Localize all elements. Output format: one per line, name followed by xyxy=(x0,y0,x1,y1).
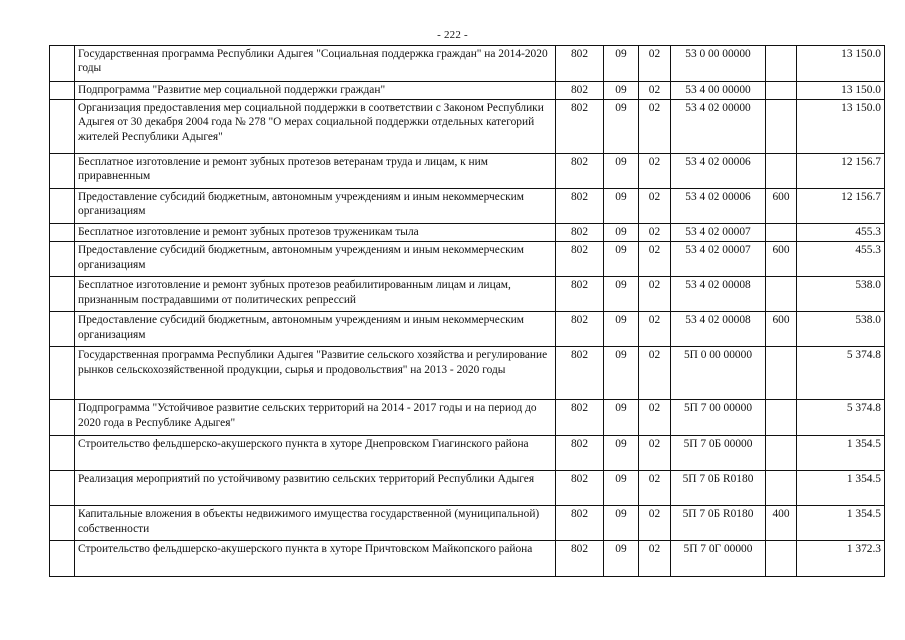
section-code-cell: 09 xyxy=(604,189,639,224)
subsection-code-cell: 02 xyxy=(639,541,671,577)
target-article-cell: 5П 7 0Г 00000 xyxy=(671,541,766,577)
expense-type-cell xyxy=(766,82,797,100)
row-marker-cell xyxy=(50,506,75,541)
row-marker-cell xyxy=(50,100,75,154)
section-code-cell: 09 xyxy=(604,224,639,242)
item-name-cell: Предоставление субсидий бюджетным, автономным учреждениям и иным некоммерческим организациям xyxy=(75,189,556,224)
row-marker-cell xyxy=(50,242,75,277)
amount-cell: 1 372.3 xyxy=(797,541,885,577)
table-row xyxy=(50,277,885,312)
item-name-cell: Предоставление субсидий бюджетным, автономным учреждениям и иным некоммерческим организациям xyxy=(75,312,556,347)
section-code-cell: 09 xyxy=(604,154,639,189)
ministry-code-cell: 802 xyxy=(556,400,604,436)
target-article-cell: 5П 7 00 00000 xyxy=(671,400,766,436)
table-row xyxy=(50,541,885,577)
expense-type-cell xyxy=(766,400,797,436)
row-marker-cell xyxy=(50,541,75,577)
section-code-cell: 09 xyxy=(604,46,639,82)
ministry-code-cell: 802 xyxy=(556,46,604,82)
ministry-code-cell: 802 xyxy=(556,471,604,506)
row-marker-cell xyxy=(50,312,75,347)
item-name-cell: Реализация мероприятий по устойчивому развитию сельских территорий Республики Адыгея xyxy=(75,471,556,506)
row-marker-cell xyxy=(50,82,75,100)
target-article-cell: 53 4 00 00000 xyxy=(671,82,766,100)
target-article-cell: 5П 7 0Б R0180 xyxy=(671,471,766,506)
table-row xyxy=(50,506,885,541)
subsection-code-cell: 02 xyxy=(639,154,671,189)
subsection-code-cell: 02 xyxy=(639,82,671,100)
amount-cell: 5 374.8 xyxy=(797,400,885,436)
row-marker-cell xyxy=(50,46,75,82)
subsection-code-cell: 02 xyxy=(639,100,671,154)
item-name-cell: Строительство фельдшерско-акушерского пункта в хуторе Причтовском Майкопского района xyxy=(75,541,556,577)
row-marker-cell xyxy=(50,471,75,506)
item-name-cell: Бесплатное изготовление и ремонт зубных протезов труженикам тыла xyxy=(75,224,556,242)
expense-type-cell xyxy=(766,436,797,471)
table-row xyxy=(50,312,885,347)
amount-cell: 1 354.5 xyxy=(797,506,885,541)
expense-type-cell xyxy=(766,46,797,82)
section-code-cell: 09 xyxy=(604,541,639,577)
ministry-code-cell: 802 xyxy=(556,347,604,400)
subsection-code-cell: 02 xyxy=(639,189,671,224)
subsection-code-cell: 02 xyxy=(639,224,671,242)
amount-cell: 1 354.5 xyxy=(797,436,885,471)
amount-cell: 13 150.0 xyxy=(797,46,885,82)
subsection-code-cell: 02 xyxy=(639,400,671,436)
section-code-cell: 09 xyxy=(604,100,639,154)
amount-cell: 5 374.8 xyxy=(797,347,885,400)
item-name-cell: Бесплатное изготовление и ремонт зубных протезов ветеранам труда и лицам, к ним приравненным xyxy=(75,154,556,189)
table-row xyxy=(50,242,885,277)
ministry-code-cell: 802 xyxy=(556,277,604,312)
row-marker-cell xyxy=(50,400,75,436)
target-article-cell: 53 4 02 00007 xyxy=(671,224,766,242)
item-name-cell: Организация предоставления мер социальной поддержки в соответствии с Законом Республики Адыгея от 30 декабря 2004 года № 278 "О мерах социальной поддержки отдельных категорий жителей Республики Адыгея" xyxy=(75,100,556,154)
target-article-cell: 53 4 02 00007 xyxy=(671,242,766,277)
subsection-code-cell: 02 xyxy=(639,506,671,541)
amount-cell: 12 156.7 xyxy=(797,154,885,189)
section-code-cell: 09 xyxy=(604,436,639,471)
subsection-code-cell: 02 xyxy=(639,347,671,400)
item-name-cell: Государственная программа Республики Адыгея "Социальная поддержка граждан" на 2014-2020 годы xyxy=(75,46,556,82)
table-row xyxy=(50,154,885,189)
section-code-cell: 09 xyxy=(604,347,639,400)
amount-cell: 538.0 xyxy=(797,312,885,347)
expense-type-cell xyxy=(766,471,797,506)
item-name-cell: Подпрограмма "Развитие мер социальной поддержки граждан" xyxy=(75,82,556,100)
expense-type-cell xyxy=(766,347,797,400)
amount-cell: 538.0 xyxy=(797,277,885,312)
ministry-code-cell: 802 xyxy=(556,189,604,224)
ministry-code-cell: 802 xyxy=(556,154,604,189)
table-row xyxy=(50,82,885,100)
expense-type-cell xyxy=(766,100,797,154)
expense-type-cell: 600 xyxy=(766,242,797,277)
row-marker-cell xyxy=(50,224,75,242)
section-code-cell: 09 xyxy=(604,471,639,506)
table-row xyxy=(50,471,885,506)
target-article-cell: 5П 7 0Б 00000 xyxy=(671,436,766,471)
subsection-code-cell: 02 xyxy=(639,46,671,82)
subsection-code-cell: 02 xyxy=(639,277,671,312)
ministry-code-cell: 802 xyxy=(556,82,604,100)
subsection-code-cell: 02 xyxy=(639,242,671,277)
amount-cell: 13 150.0 xyxy=(797,100,885,154)
target-article-cell: 53 0 00 00000 xyxy=(671,46,766,82)
section-code-cell: 09 xyxy=(604,242,639,277)
amount-cell: 455.3 xyxy=(797,242,885,277)
table-row xyxy=(50,347,885,400)
ministry-code-cell: 802 xyxy=(556,541,604,577)
expense-type-cell xyxy=(766,541,797,577)
row-marker-cell xyxy=(50,154,75,189)
target-article-cell: 53 4 02 00006 xyxy=(671,189,766,224)
budget-table xyxy=(49,45,885,577)
ministry-code-cell: 802 xyxy=(556,224,604,242)
expense-type-cell: 600 xyxy=(766,312,797,347)
row-marker-cell xyxy=(50,347,75,400)
row-marker-cell xyxy=(50,436,75,471)
expense-type-cell: 400 xyxy=(766,506,797,541)
table-row xyxy=(50,400,885,436)
section-code-cell: 09 xyxy=(604,506,639,541)
section-code-cell: 09 xyxy=(604,400,639,436)
ministry-code-cell: 802 xyxy=(556,100,604,154)
section-code-cell: 09 xyxy=(604,277,639,312)
ministry-code-cell: 802 xyxy=(556,506,604,541)
amount-cell: 12 156.7 xyxy=(797,189,885,224)
target-article-cell: 53 4 02 00006 xyxy=(671,154,766,189)
item-name-cell: Подпрограмма "Устойчивое развитие сельских территорий на 2014 - 2017 годы и на период до 2020 года в Республике Адыгея" xyxy=(75,400,556,436)
expense-type-cell: 600 xyxy=(766,189,797,224)
target-article-cell: 53 4 02 00000 xyxy=(671,100,766,154)
expense-type-cell xyxy=(766,277,797,312)
subsection-code-cell: 02 xyxy=(639,471,671,506)
table-row xyxy=(50,189,885,224)
target-article-cell: 5П 7 0Б R0180 xyxy=(671,506,766,541)
row-marker-cell xyxy=(50,277,75,312)
target-article-cell: 5П 0 00 00000 xyxy=(671,347,766,400)
section-code-cell: 09 xyxy=(604,82,639,100)
item-name-cell: Государственная программа Республики Адыгея "Развитие сельского хозяйства и регулирование рынков сельскохозяйственной продукции, сырья и продовольствия" на 2013 - 2020 годы xyxy=(75,347,556,400)
expense-type-cell xyxy=(766,154,797,189)
item-name-cell: Бесплатное изготовление и ремонт зубных протезов реабилитированным лицам и лицам, признанным пострадавшими от политических репрессий xyxy=(75,277,556,312)
table-row xyxy=(50,46,885,82)
expense-type-cell xyxy=(766,224,797,242)
subsection-code-cell: 02 xyxy=(639,312,671,347)
row-marker-cell xyxy=(50,189,75,224)
amount-cell: 13 150.0 xyxy=(797,82,885,100)
amount-cell: 455.3 xyxy=(797,224,885,242)
ministry-code-cell: 802 xyxy=(556,436,604,471)
table-row xyxy=(50,224,885,242)
page-number: - 222 - xyxy=(437,29,468,41)
table-row xyxy=(50,436,885,471)
amount-cell: 1 354.5 xyxy=(797,471,885,506)
table-row xyxy=(50,100,885,154)
subsection-code-cell: 02 xyxy=(639,436,671,471)
ministry-code-cell: 802 xyxy=(556,242,604,277)
item-name-cell: Капитальные вложения в объекты недвижимого имущества государственной (муниципальной) собственности xyxy=(75,506,556,541)
target-article-cell: 53 4 02 00008 xyxy=(671,277,766,312)
target-article-cell: 53 4 02 00008 xyxy=(671,312,766,347)
item-name-cell: Строительство фельдшерско-акушерского пункта в хуторе Днепровском Гиагинского района xyxy=(75,436,556,471)
section-code-cell: 09 xyxy=(604,312,639,347)
item-name-cell: Предоставление субсидий бюджетным, автономным учреждениям и иным некоммерческим организациям xyxy=(75,242,556,277)
ministry-code-cell: 802 xyxy=(556,312,604,347)
